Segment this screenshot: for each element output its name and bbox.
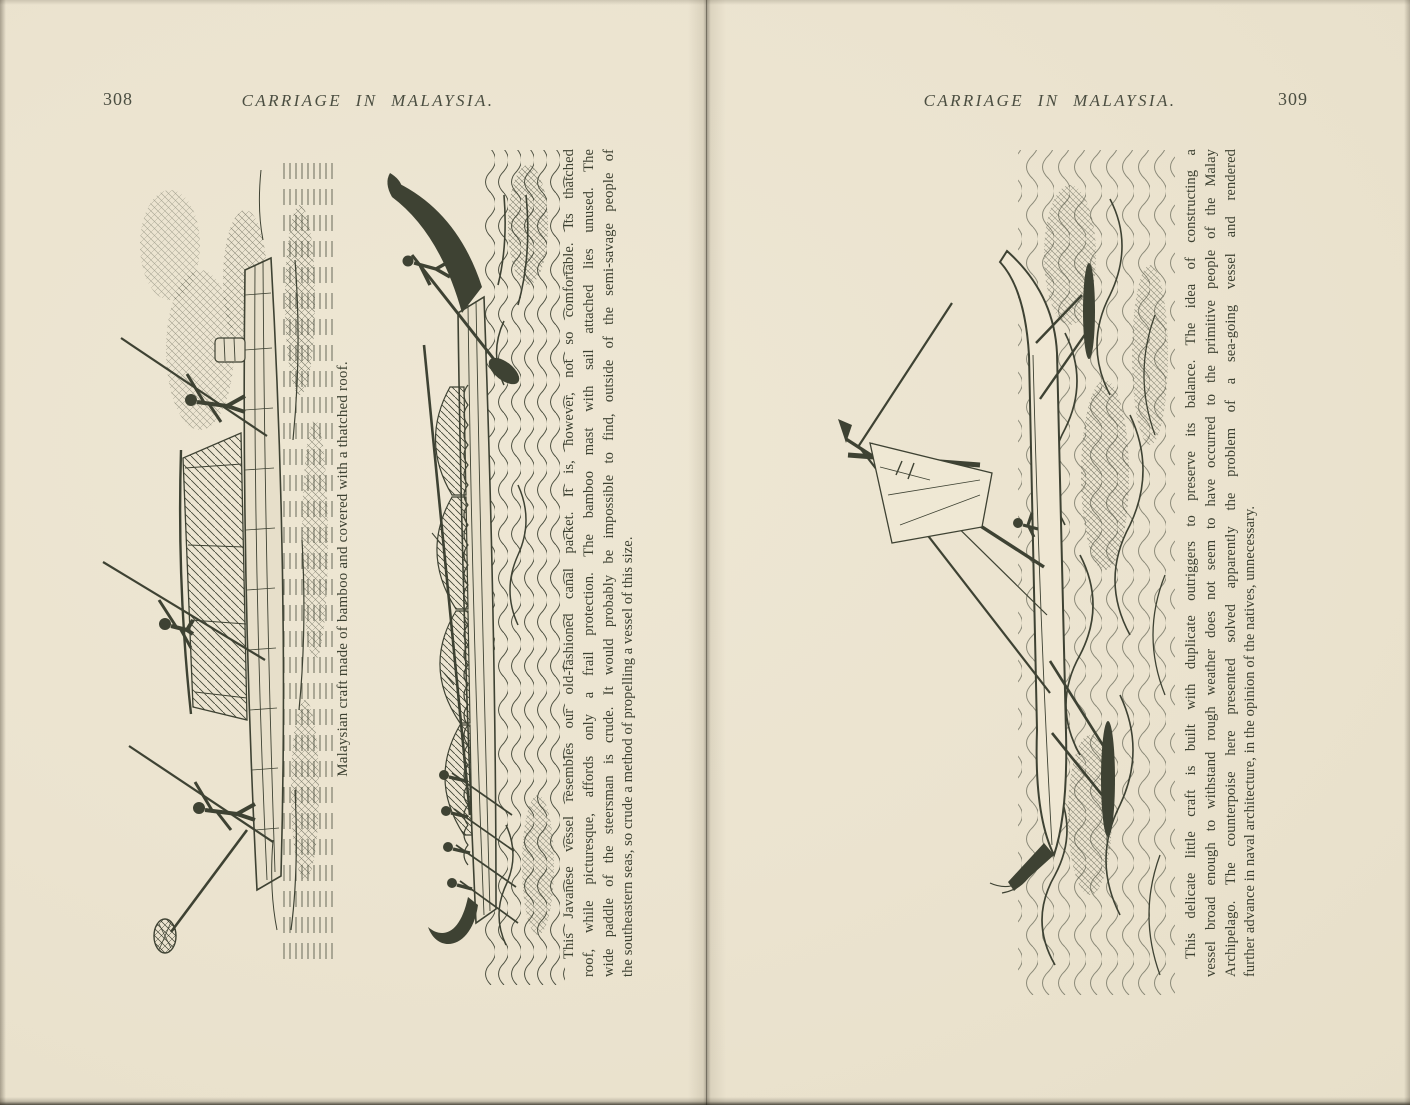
- page-edge-top: [0, 0, 1410, 5]
- caption-line: the southeastern seas, so crude a method of propelling a vessel of this size.: [620, 536, 637, 977]
- caption-line: vessel broad enough to withstand rough weather does not seem to have occurred to the primitive people of the Malay: [1202, 149, 1219, 977]
- running-head-right: CARRIAGE IN MALAYSIA.: [923, 91, 1177, 110]
- outrigger-canoe-engraving: [830, 150, 1175, 995]
- bamboo-raft-engraving: [95, 155, 335, 960]
- running-head-left: CARRIAGE IN MALAYSIA.: [241, 91, 495, 110]
- page-number-right: 309: [1278, 89, 1308, 109]
- caption-outrigger-canoe: [1182, 149, 1261, 977]
- caption-canal-vessel: [560, 149, 639, 977]
- caption-line: This delicate little craft is built with duplicate outriggers to preserve its balance. The idea of constructing a: [1183, 149, 1199, 959]
- book-gutter-line: [706, 0, 707, 1105]
- page-edge-left: [0, 0, 6, 1105]
- caption-line: wide paddle of the steersman is crude. It would probably be impossible to find, outside of the semi-savage people of: [600, 149, 617, 977]
- page-number-left: 308: [103, 89, 133, 109]
- caption-line: further advance in naval architecture, in the opinion of the natives, unnecessary.: [1242, 505, 1259, 977]
- page-edge-right: [1404, 0, 1410, 1105]
- caption-bamboo-raft: Malaysian craft made of bamboo and covered with a thatched roof.: [335, 361, 351, 777]
- caption-line: roof, while picturesque, affords only a frail protection. The bamboo mast with sail attached lies unused. The: [580, 149, 597, 977]
- canal-vessel-engraving: [378, 150, 565, 985]
- caption-line: Archipelago. The counterpoise here presented solved apparently the problem of a sea-going vessel and rendered: [1222, 149, 1239, 977]
- page-edge-bottom: [0, 1097, 1410, 1105]
- caption-line: This Javanese vessel resembles our old-fashioned canal packet. It is, however, not so comfortable. Its thatched: [561, 149, 577, 959]
